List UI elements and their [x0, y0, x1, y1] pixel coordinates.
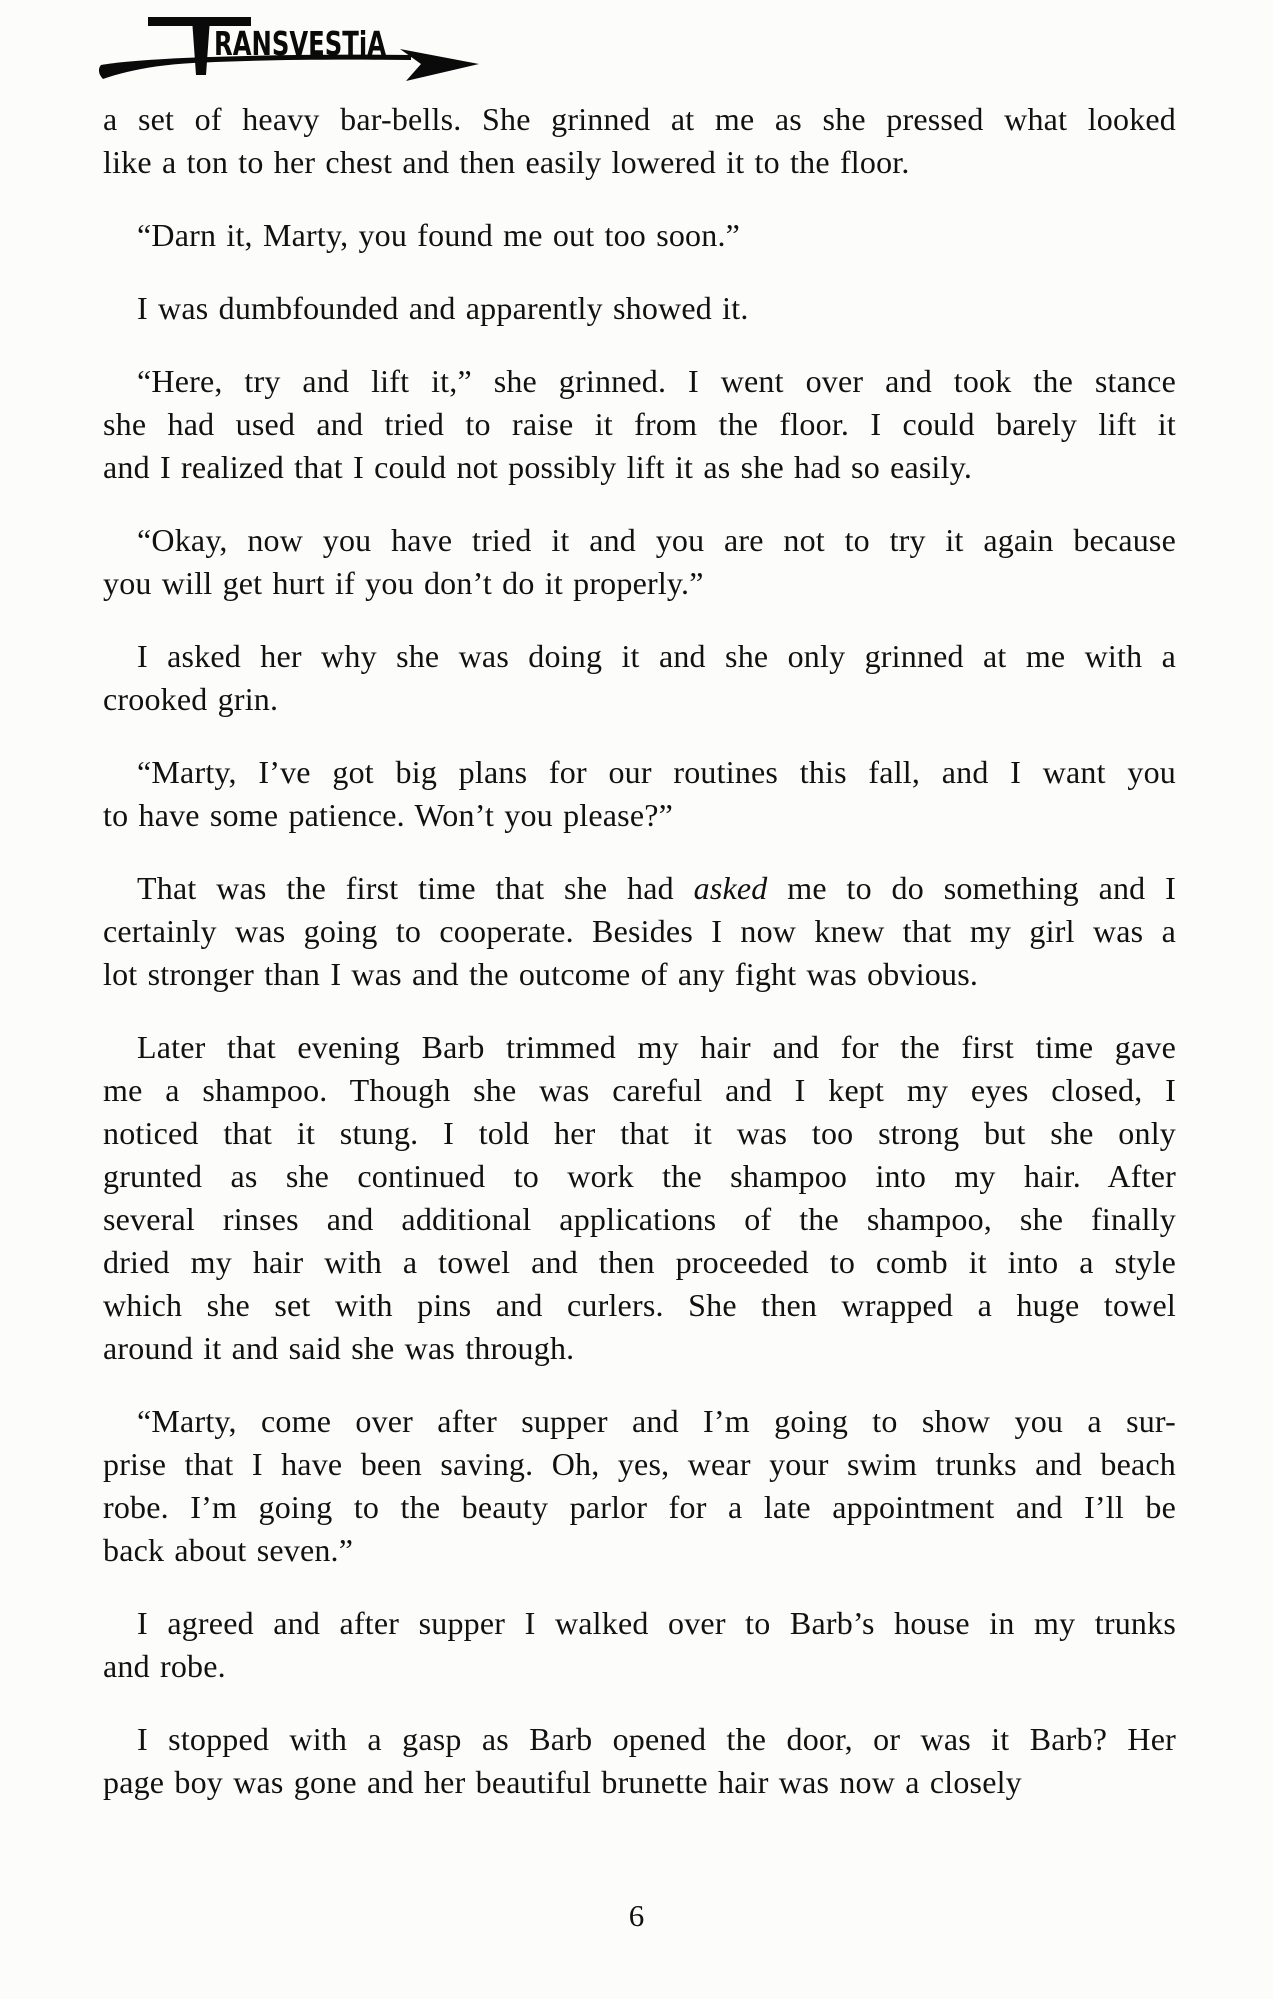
- page-number: 6: [628, 1898, 645, 1933]
- text-line: I agreed and after supper I walked over to Barb’s house in my trunks: [137, 1605, 1176, 1641]
- text-line: “Marty, I’ve got big plans for our routines this fall, and I want you: [137, 754, 1176, 790]
- logo-letter-t-stem: [192, 19, 210, 75]
- text-line: and I realized that I could not possibly lift it as she had so easily.: [103, 449, 973, 485]
- masthead: [73, 6, 485, 88]
- text-line: Later that evening Barb trimmed my hair and for the first time gave: [137, 1029, 1176, 1065]
- article-paragraph: [103, 1718, 1176, 1804]
- text-line: back about seven.”: [103, 1532, 354, 1568]
- article-paragraph: [103, 1400, 1176, 1572]
- article-paragraph: [103, 287, 1176, 330]
- text-line: which she set with pins and curlers. She then wrapped a huge towel: [103, 1287, 1176, 1323]
- text-line: grunted as she continued to work the shampoo into my hair. After: [103, 1158, 1176, 1194]
- article: [103, 98, 1176, 1834]
- text-line: lot stronger than I was and the outcome of any fight was obvious.: [103, 956, 979, 992]
- text-line: dried my hair with a towel and then proceeded to comb it into a style: [103, 1244, 1176, 1280]
- text-line: crooked grin.: [103, 681, 279, 717]
- article-paragraph: [103, 751, 1176, 837]
- text-line: and robe.: [103, 1648, 226, 1684]
- text-line: around it and said she was through.: [103, 1330, 575, 1366]
- article-paragraph: [103, 867, 1176, 996]
- text-line: robe. I’m going to the beauty parlor for a late appointment and I’ll be: [103, 1489, 1176, 1525]
- text-line: I was dumbfounded and apparently showed it.: [137, 290, 749, 326]
- text-line: “Marty, come over after supper and I’m going to show you a sur-: [137, 1403, 1176, 1439]
- text-line: I asked her why she was doing it and she only grinned at me with a: [137, 638, 1176, 674]
- text-line: prise that I have been saving. Oh, yes, wear your swim trunks and beach: [103, 1446, 1176, 1482]
- text-line: “Here, try and lift it,” she grinned. I went over and took the stance: [137, 363, 1176, 399]
- text-line: noticed that it stung. I told her that it was too strong but she only: [103, 1115, 1176, 1151]
- article-paragraph: [103, 1026, 1176, 1370]
- logo-title-text: RANSVESTiA: [214, 24, 387, 63]
- logo-arrowhead: [400, 49, 479, 81]
- text-line: she had used and tried to raise it from the floor. I could barely lift it: [103, 406, 1176, 442]
- text-line: “Darn it, Marty, you found me out too soon.”: [137, 217, 741, 253]
- article-paragraph: [103, 519, 1176, 605]
- text-line: several rinses and additional applications of the shampoo, she finally: [103, 1201, 1176, 1237]
- article-paragraph: [103, 635, 1176, 721]
- text-line: certainly was going to cooperate. Besides I now knew that my girl was a: [103, 913, 1176, 949]
- text-line: “Okay, now you have tried it and you are not to try it again because: [137, 522, 1176, 558]
- article-paragraph: [103, 360, 1176, 489]
- text-line: to have some patience. Won’t you please?”: [103, 797, 674, 833]
- text-line: like a ton to her chest and then easily lowered it to the floor.: [103, 144, 910, 180]
- article-paragraph: [103, 1602, 1176, 1688]
- article-paragraph: [103, 214, 1176, 257]
- text-line: page boy was gone and her beautiful brunette hair was now a closely: [103, 1764, 1022, 1800]
- text-line: you will get hurt if you don’t do it properly.”: [103, 565, 704, 601]
- text-line: That was the first time that she had asked me to do something and I: [137, 870, 1176, 906]
- article-paragraph: [103, 98, 1176, 184]
- text-line: I stopped with a gasp as Barb opened the door, or was it Barb? Her: [137, 1721, 1176, 1757]
- text-line: a set of heavy bar-bells. She grinned at me as she pressed what looked: [103, 101, 1176, 137]
- transvestia-logo: [73, 6, 485, 88]
- text-line: me a shampoo. Though she was careful and I kept my eyes closed, I: [103, 1072, 1176, 1108]
